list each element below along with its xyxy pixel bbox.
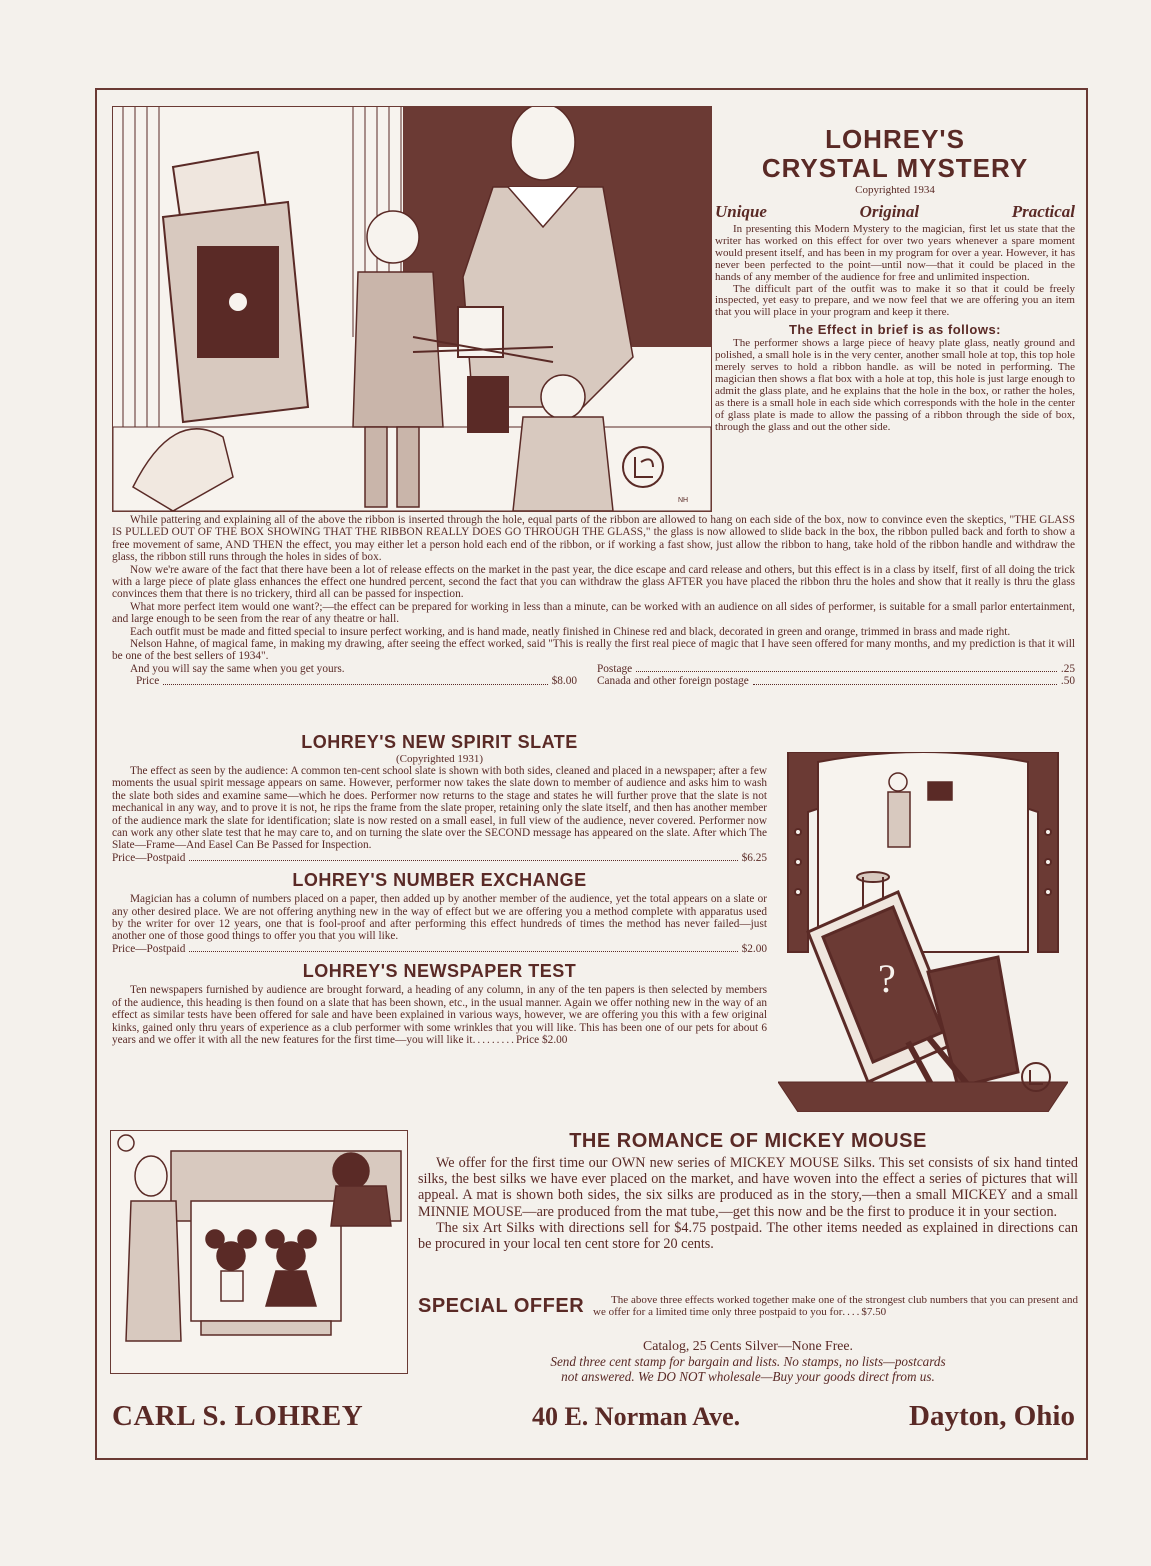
footer-line-2: not answered. We DO NOT wholesale—Buy your goods direct from us.	[561, 1369, 935, 1384]
spirit-slate-price: Price—Postpaid $6.25	[112, 851, 767, 864]
crystal-continuation	[112, 514, 1075, 688]
crystal-paragraph-1: In presenting this Modern Mystery to the magician, first let us state that the writer has worked on this effect for over two years whenever a spare moment would present itself, and has been in my program for over a year. However, it has never been perfected to the point—until now—that it could be placed in the hands of any member of the audience for free and unlimited inspection.	[715, 223, 1075, 283]
mickey-mouse-illustration	[110, 1130, 408, 1374]
lohrey-monogram-3	[118, 1135, 134, 1151]
company-address: 40 E. Norman Ave.	[531, 1402, 741, 1431]
tag-original: Original	[859, 202, 920, 221]
catalog-note	[418, 1338, 1078, 1384]
company-city: Dayton, Ohio	[909, 1400, 1075, 1432]
newspaper-test-text: Ten newspapers furnished by audience are brought forward, a heading of any column, in any of the ten papers is then selected by members of the audience, this heading is then found on a slate that has been shown, etc., in the usual manner. Again we offer nothing new in the way of an effect as similar tests have been offered for sale and have been explained in various ways, however, we are offering you this with a few original kinks, gained only thru years of experience as a club performer with some wrinkles that you will like. This has been one of our pets for about 6 years and we offer it with all the new features for the first time—you will like it.........Price $2.00	[112, 984, 767, 1046]
effect-heading: The Effect in brief is as follows:	[788, 322, 1002, 338]
crystal-paragraph-8: Nelson Hahne, of magical fame, in making my drawing, after seeing the effect worked, said "This is really the first real piece of magic that I have seen offered for many months, and my prediction is that it will be one of the best sellers of 1934".	[112, 638, 1075, 663]
foreign-postage-row: Canada and other foreign postage .50	[597, 675, 1075, 688]
crystal-mystery-header	[715, 125, 1075, 434]
footer-line-1: Send three cent stamp for bargain and lists. No stamps, no lists—postcards	[550, 1354, 946, 1369]
crystal-mystery-illustration	[112, 106, 712, 512]
crystal-price-row: Price $8.00	[136, 675, 577, 688]
tag-practical: Practical	[1011, 202, 1075, 221]
question-mark-icon: ?	[878, 956, 896, 1001]
tag-unique: Unique	[715, 202, 767, 221]
company-signature	[112, 1400, 1075, 1433]
crystal-paragraph-5: Now we're aware of the fact that there have been a lot of release effects on the market in the past year, the dice escape and card release and others, but this effect is in a class by itself, first of all doing the trick with a large piece of plate glass enhances the effect one hundred percent, second the fact that you can withdraw the glass AFTER you have placed the ribbon thru the holes and show that it really is thru the glass convinces them that there is no trickery, third all can be passed for inspection.	[112, 563, 1075, 601]
mickey-section	[418, 1130, 1078, 1252]
lohrey-monogram	[623, 447, 663, 487]
catalog-line: Catalog, 25 Cents Silver—None Free.	[643, 1338, 853, 1353]
crystal-paragraph-3: The performer shows a large piece of heavy plate glass, neatly ground and polished, a small hole is in the very center, another small hole at top, this top hole merely serves to hold a ribbon handle. as will be noted in performing. The magician then shows a flat box with a hole at top, this hole is just large enough to admit the glass plate, and he explains that the hole in the box, or rather the holes, as there is a small hole in each side which corresponds with the hole in the center of glass plate is made to allow the passing of a ribbon through the side of box, through the glass and out the other side.	[715, 337, 1075, 433]
artist-initials: NH	[678, 497, 689, 504]
special-offer	[418, 1294, 1078, 1318]
company-name: CARL S. LOHREY	[112, 1400, 364, 1432]
mickey-paragraph-2: The six Art Silks with directions sell for $4.75 postpaid. The other items needed as explained in directions can be procured in your local ten cent store for 20 cents.	[418, 1219, 1078, 1253]
special-offer-text: The above three effects worked together make one of the strongest club numbers that you can present and we offer for a limited time only three postpaid to you for....$7.50	[593, 1294, 1078, 1318]
crystal-intro-text	[715, 224, 1075, 319]
number-exchange-text: Magician has a column of numbers placed on a paper, then added up by another member of the audience, yet the total appears on a slate or any other desired place. We are not offering anything new in the way of effect but we are offering you a method complete with apparatus used by the writer for over 12 years, one that is fool-proof and after performing this effect hundreds of times the method has never failed—just another one of those good things to offer you that you will like.	[112, 893, 767, 943]
number-exchange-price: Price—Postpaid $2.00	[112, 942, 767, 955]
spirit-slate-text: The effect as seen by the audience: A common ten-cent school slate is shown with both sides, cleaned and placed in a newspaper; after a few moments the usual spirit message appears on same. However, performer now takes the slate down to member of audience and asks him to wash the slate both sides and examine same—which he does. Performer now returns to the stage and states he will further prove that the slate is not mechanical in any way, and to prove it is not, he rips the frame from the slate proper, retaining only the slate itself, and then has another member of the audience mark the slate for identification; slate is now rested on a small easel, in full view of the audience, never covered. Performer now can work any other slate test that he may care to, and on turning the slate over the SECOND message has appeared on the slate. After which The Slate—Frame—And Easel Can Be Passed for Inspection.	[112, 765, 767, 852]
spirit-slate-title: LOHREY'S NEW SPIRIT SLATE	[301, 732, 578, 752]
crystal-paragraph-9: And you will say the same when you get yours.	[130, 662, 345, 675]
slate-stage-drawing	[778, 752, 1068, 1112]
left-column-products	[112, 732, 767, 1046]
special-offer-title: SPECIAL OFFER	[418, 1294, 585, 1317]
crystal-title-line2: CRYSTAL MYSTERY	[761, 153, 1029, 183]
glass-plate	[163, 152, 308, 422]
mickey-title: THE ROMANCE OF MICKEY MOUSE	[569, 1130, 927, 1152]
number-exchange-title: LOHREY'S NUMBER EXCHANGE	[292, 870, 587, 891]
crystal-title-line1: LOHREY'S	[825, 124, 965, 154]
crystal-paragraph-6: What more perfect item would one want?;—the effect can be prepared for working in less than a minute, can be worked with an audience on all sides of performer, is suitable for a small parlor entertainment, and large enough to be seen from the rear of any theatre or hall.	[112, 600, 1075, 626]
crystal-taglines	[715, 202, 1075, 222]
postage-row: Postage .25	[597, 662, 1075, 675]
spirit-slate-copyright: (Copyrighted 1931)	[395, 753, 484, 765]
mickey-stage-drawing	[111, 1131, 407, 1373]
newspaper-test-title: LOHREY'S NEWSPAPER TEST	[302, 961, 577, 982]
crystal-effect-text	[715, 338, 1075, 433]
crystal-paragraph-2: The difficult part of the outfit was to make it so that it could be freely inspected, yet easy to prepare, and we now feel that we are offering you an item that you will place in your program and keep it there.	[715, 282, 1075, 319]
mickey-paragraph-1: We offer for the first time our OWN new series of MICKEY MOUSE Silks. This set consists of six hand tinted silks, the best silks we have ever placed on the market, and have woven into the effect a series of pictures that will appeal. A mat is shown both sides, the six silks are produced as in the story,—then a small MICKEY and a small MINNIE MOUSE—are produced from the mat tube,—get this now and be the first to produce it in your section.	[418, 1155, 1078, 1220]
crystal-paragraph-4: While pattering and explaining all of the above the ribbon is inserted through the hole, equal parts of the ribbon are allowed to hang on each side of the box, now to convince even the skeptics, "THE GLASS IS PULLED OUT OF THE BOX SHOWING THAT THE RIBBON REALLY DOES GO THROUGH THE GLASS," the glass is now allowed to slide back in the box, the ribbon pulled back and forth to show a free movement of same, AND THEN the effect, you may either let a person hold each end of the ribbon, or if working a fast show, just allow the ribbon to hang, take hold of the ribbon handle and withdraw the glass, the ribbon still runs through the holes in sides of box.	[112, 514, 1075, 564]
spirit-slate-illustration	[778, 752, 1068, 1112]
crystal-paragraph-7: Each outfit must be made and fitted special to insure perfect working, and is hand made, neatly finished in Chinese red and black, decorated in green and orange, trimmed in brass and made right.	[130, 625, 1011, 638]
crystal-copyright: Copyrighted 1934	[855, 184, 935, 196]
magician-with-glass-box-drawing	[113, 107, 711, 511]
